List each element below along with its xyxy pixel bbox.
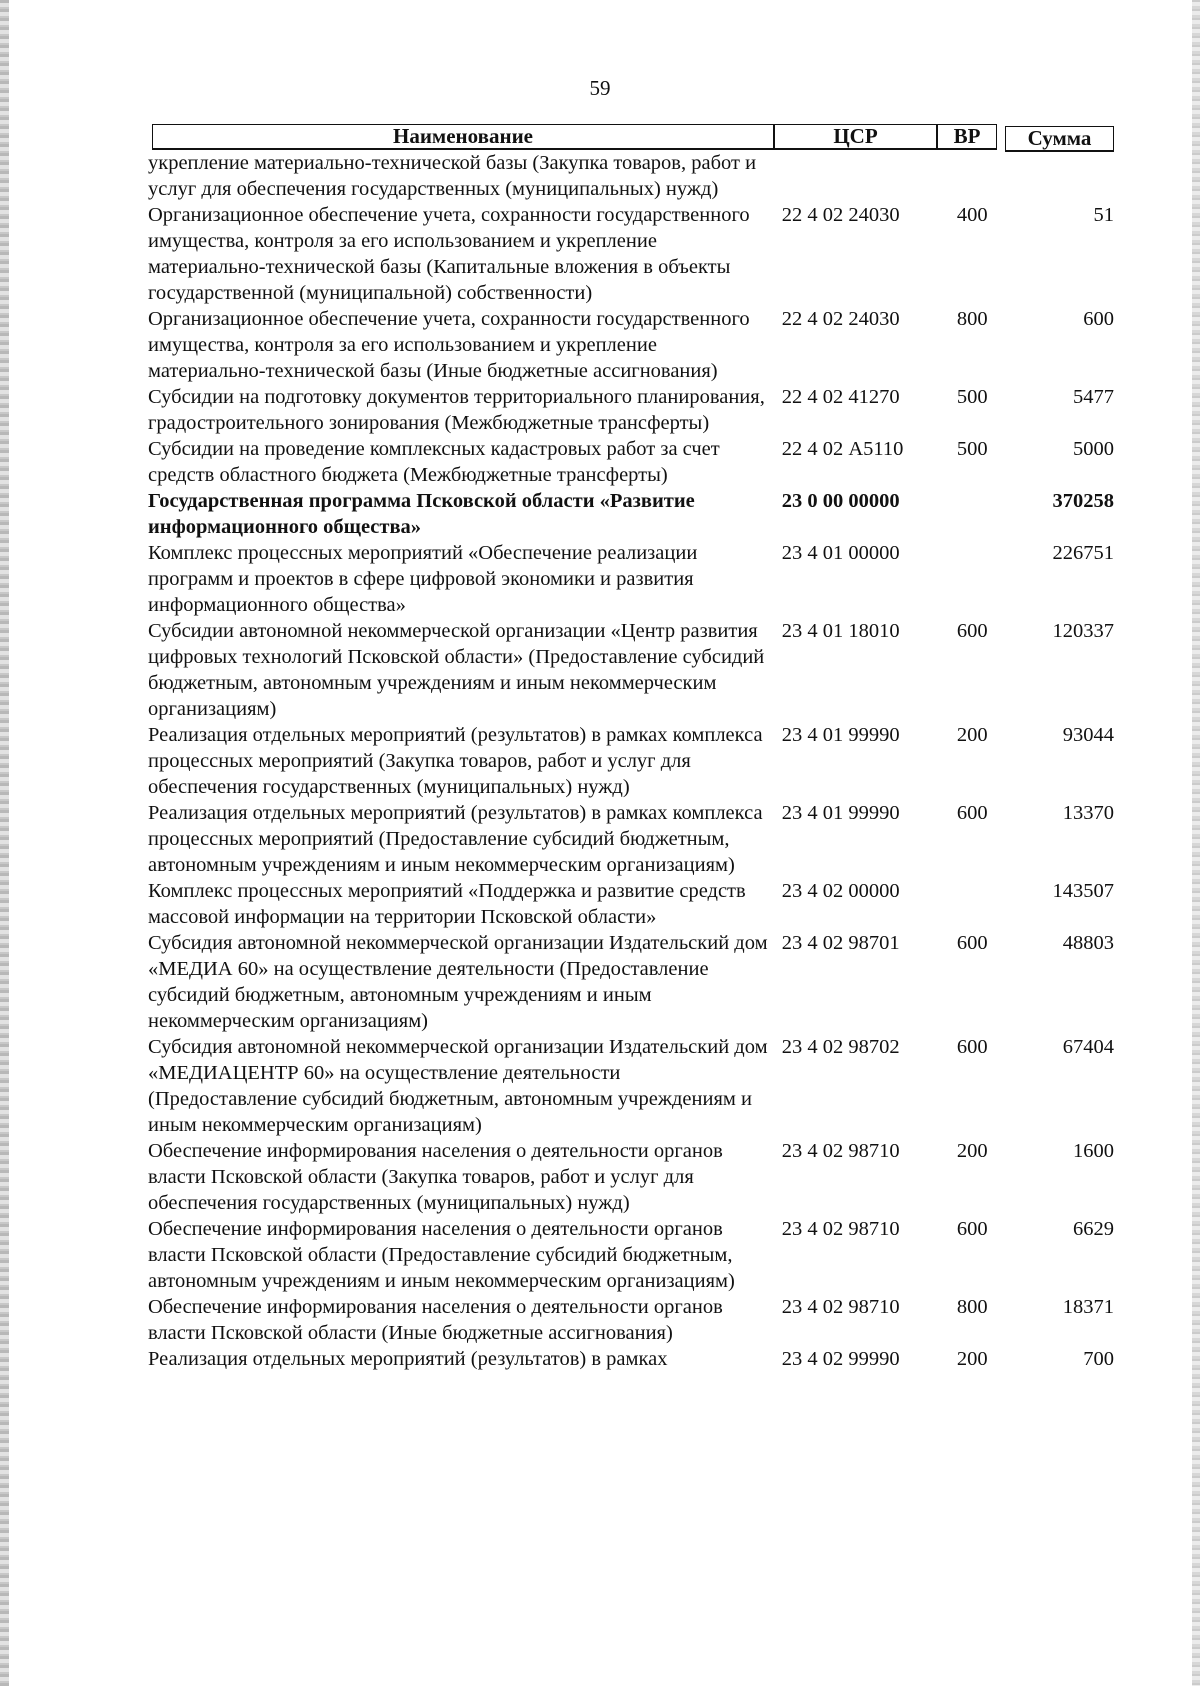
row-name: Субсидия автономной некоммерческой организации Издательский дом «МЕДИАЦЕНТР 60» на осуществление деятельности (Предоставление субсидий бюджетным, автономным учреждениям и иным некоммерческим организациям): [148, 1036, 768, 1136]
row-csr: 23 4 02 98710: [781, 1218, 900, 1240]
row-csr: 23 4 01 00000: [781, 542, 900, 564]
row-csr: 23 0 00 00000: [781, 490, 900, 512]
row-csr: 23 4 02 98710: [781, 1296, 900, 1318]
row-name: Субсидии на подготовку документов территориального планирования, градостроительного зонирования (Межбюджетные трансферты): [148, 386, 765, 434]
row-sum: [1001, 150, 1116, 202]
row-vr: 600: [956, 620, 988, 642]
row-sum: 1600: [1072, 1140, 1114, 1162]
row-sum: 600: [1083, 308, 1114, 330]
row-sum: 226751: [1052, 542, 1114, 564]
row-name: Субсидии автономной некоммерческой организации «Центр развития цифровых технологий Псковской области» (Предоставление субсидий бюджетным, автономным учреждениям и иным некоммерческим организациям): [148, 620, 765, 720]
header-name: Наименование: [152, 124, 774, 150]
row-csr: 22 4 02 24030: [781, 204, 900, 226]
row-vr: 400: [956, 204, 988, 226]
row-csr: 23 4 02 98701: [781, 932, 900, 954]
row-sum: 18371: [1062, 1296, 1114, 1318]
table-row: [146, 1346, 1116, 1372]
row-csr: 23 4 02 00000: [781, 880, 900, 902]
row-vr: 200: [956, 724, 988, 746]
row-vr: [943, 150, 1001, 202]
row-sum: 700: [1083, 1348, 1114, 1370]
table-row: [146, 1294, 1116, 1346]
row-name: Реализация отдельных мероприятий (результатов) в рамках комплекса процессных мероприятий (Предоставление субсидий бюджетным, автономным учреждениям и иным некоммерческим организациям): [148, 802, 763, 876]
row-sum: 48803: [1062, 932, 1114, 954]
row-csr: 23 4 01 99990: [781, 724, 900, 746]
table-row: [146, 384, 1116, 436]
row-sum: 51: [1093, 204, 1114, 226]
page-number: 59: [589, 76, 611, 100]
row-csr: 23 4 02 99990: [781, 1348, 900, 1370]
row-vr: 600: [956, 932, 988, 954]
row-name: Обеспечение информирования населения о деятельности органов власти Псковской области (Закупка товаров, работ и услуг для обеспечения государственных (муниципальных) нужд): [148, 1140, 723, 1214]
scan-left-edge: [0, 0, 9, 1686]
table-row: [146, 540, 1116, 618]
table-row: [146, 1034, 1116, 1138]
row-vr: 600: [956, 1218, 988, 1240]
row-vr: [943, 488, 1001, 540]
row-sum: 370258: [1052, 490, 1114, 512]
row-sum: 67404: [1062, 1036, 1114, 1058]
row-csr: 23 4 02 98702: [781, 1036, 900, 1058]
row-vr: 200: [956, 1140, 988, 1162]
row-sum: 13370: [1062, 802, 1114, 824]
row-name: Субсидия автономной некоммерческой организации Издательский дом «МЕДИА 60» на осуществление деятельности (Предоставление субсидий бюджетным, автономным учреждениям и иным некоммерческим организациям): [148, 932, 768, 1032]
row-sum: 93044: [1062, 724, 1114, 746]
row-vr: 600: [956, 802, 988, 824]
table-row: [146, 488, 1116, 540]
row-vr: 800: [956, 1296, 988, 1318]
row-csr: 22 4 02 24030: [781, 308, 900, 330]
scan-right-edge: [1192, 0, 1200, 1686]
row-sum: 143507: [1052, 880, 1114, 902]
table-row: [146, 878, 1116, 930]
row-vr: 200: [956, 1348, 988, 1370]
table-row: [146, 618, 1116, 722]
row-csr: [772, 150, 944, 202]
table-row: [146, 722, 1116, 800]
row-name: Организационное обеспечение учета, сохранности государственного имущества, контроля за его использованием и укрепление материально-технической базы (Иные бюджетные ассигнования): [148, 308, 750, 382]
row-vr: 500: [956, 386, 988, 408]
row-vr: 500: [956, 438, 988, 460]
row-csr: 23 4 01 99990: [781, 802, 900, 824]
row-name: Обеспечение информирования населения о деятельности органов власти Псковской области (Иные бюджетные ассигнования): [148, 1296, 723, 1344]
row-csr: 23 4 02 98710: [781, 1140, 900, 1162]
table-body: [146, 150, 1116, 1372]
table-row: [146, 306, 1116, 384]
table-row: [146, 150, 1116, 202]
row-sum: 6629: [1072, 1218, 1114, 1240]
header-vr: ВР: [937, 124, 997, 150]
row-csr: 23 4 01 18010: [781, 620, 900, 642]
header-sum: Сумма: [1005, 126, 1114, 152]
table-row: [146, 202, 1116, 306]
row-sum: 5477: [1072, 386, 1114, 408]
row-name: укрепление материально-технической базы (Закупка товаров, работ и услуг для обеспечения государственных (муниципальных) нужд): [148, 152, 757, 200]
row-vr: 600: [956, 1036, 988, 1058]
row-vr: [943, 540, 1001, 618]
row-name: Реализация отдельных мероприятий (результатов) в рамках: [148, 1348, 668, 1370]
header-csr: ЦСР: [774, 124, 937, 150]
table-header: [152, 124, 1114, 152]
row-vr: [943, 878, 1001, 930]
row-name: Государственная программа Псковской области «Развитие информационного общества»: [148, 490, 695, 538]
row-name: Комплекс процессных мероприятий «Обеспечение реализации программ и проектов в сфере цифровой экономики и развития информационного общества»: [148, 542, 698, 616]
row-csr: 22 4 02 А5110: [781, 438, 904, 460]
table-row: [146, 436, 1116, 488]
row-vr: 800: [956, 308, 988, 330]
table-row: [146, 930, 1116, 1034]
row-sum: 120337: [1052, 620, 1114, 642]
row-csr: 22 4 02 41270: [781, 386, 900, 408]
table-row: [146, 800, 1116, 878]
row-name: Комплекс процессных мероприятий «Поддержка и развитие средств массовой информации на территории Псковской области»: [148, 880, 746, 928]
table-row: [146, 1138, 1116, 1216]
row-name: Организационное обеспечение учета, сохранности государственного имущества, контроля за его использованием и укрепление материально-технической базы (Капитальные вложения в объекты государственной (муниципальной) собственности): [148, 204, 750, 304]
row-name: Реализация отдельных мероприятий (результатов) в рамках комплекса процессных мероприятий (Закупка товаров, работ и услуг для обеспечения государственных (муниципальных) нужд): [148, 724, 763, 798]
row-sum: 5000: [1072, 438, 1114, 460]
row-name: Субсидии на проведение комплексных кадастровых работ за счет средств областного бюджета (Межбюджетные трансферты): [148, 438, 720, 486]
row-name: Обеспечение информирования населения о деятельности органов власти Псковской области (Предоставление субсидий бюджетным, автономным учреждениям и иным некоммерческим организациям): [148, 1218, 735, 1292]
table-row: [146, 1216, 1116, 1294]
